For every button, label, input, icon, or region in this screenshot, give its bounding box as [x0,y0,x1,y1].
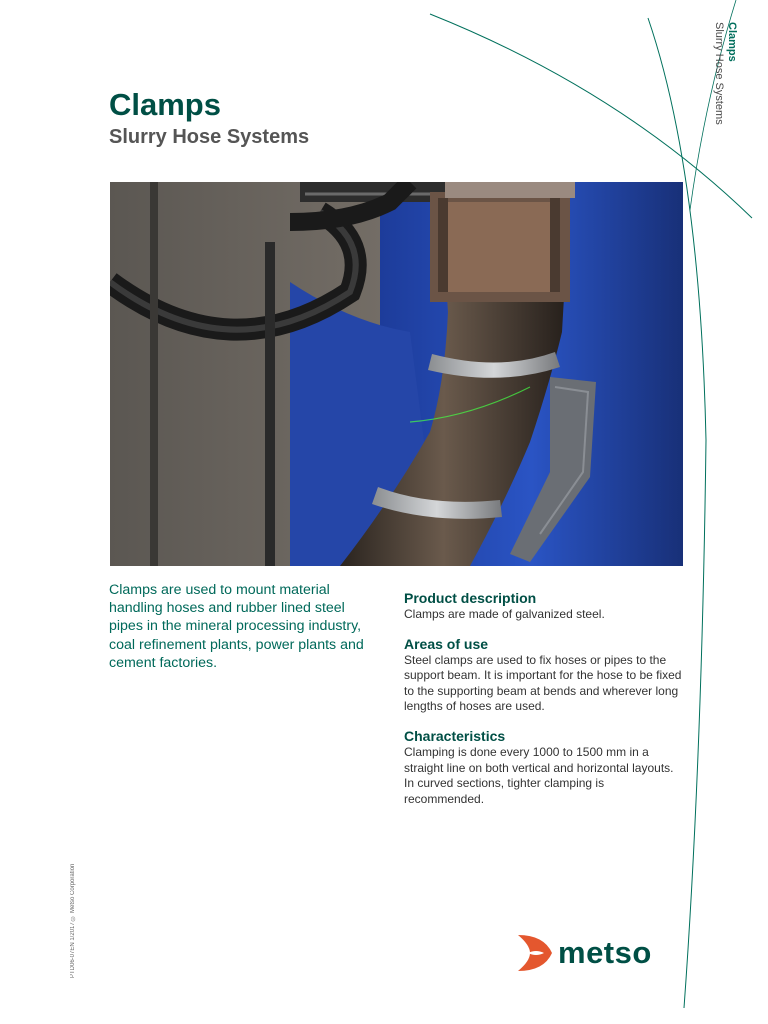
document-code: PTD06-07EN 1/2017 © Metso Corporation [70,863,76,978]
side-header-subtitle: Slurry Hose Systems [713,22,725,125]
section-body-areas-of-use: Steel clamps are used to fix hoses or pipes to the support beam. It is important for the hose to be fixed to the supporting beam at bends and wherever long lengths of hoses are used. [404,652,682,714]
product-photo [110,182,683,566]
page-subtitle: Slurry Hose Systems [109,126,310,148]
section-heading-product-description: Product description [404,590,537,606]
side-header [712,22,738,125]
side-header-title: Clamps [726,22,738,62]
section-body-characteristics: Clamping is done every 1000 to 1500 mm in a straight line on both vertical and horizontal layouts. In curved sections, tighter clamping is recommended. [404,744,674,806]
metso-wordmark: metso [558,935,652,970]
section-heading-areas-of-use: Areas of use [404,635,489,652]
details-column [404,589,694,819]
section-body-product-description: Clamps are made of galvanized steel. [404,607,605,621]
metso-logo [514,928,664,978]
section-heading-characteristics: Characteristics [404,727,506,744]
page-title: Clamps [109,87,221,122]
intro-paragraph: Clamps are used to mount material handling hoses and rubber lined steel pipes in the mineral processing industry, coal refinement plants, power plants and cement factories. [109,582,364,671]
metso-mark-icon [514,931,556,975]
